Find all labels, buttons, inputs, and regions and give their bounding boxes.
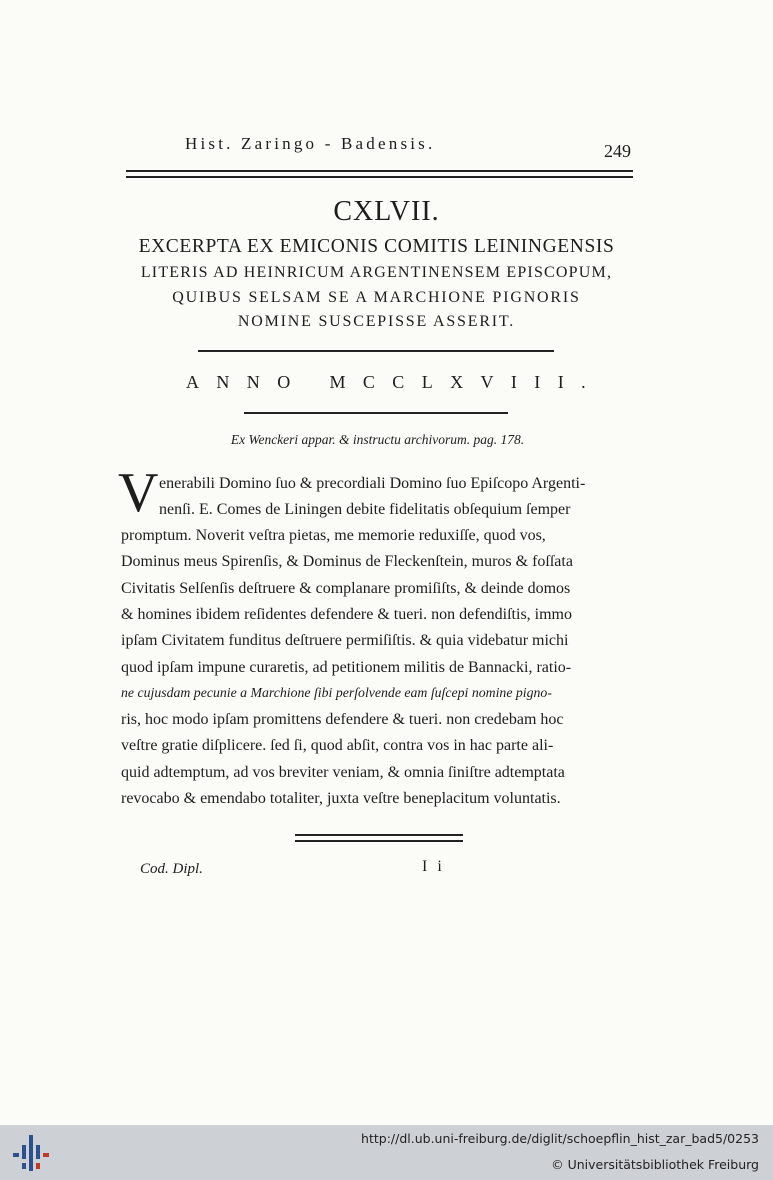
head-rule-top [126, 170, 633, 172]
body-line-12: quid adtemptum, ad vos breviter veniam, & omnia ſiniſtre adtemptata [121, 764, 565, 781]
footer-signature: I i [422, 858, 445, 875]
body-line-5: Civitatis Selſenſis deſtruere & complanare promiſiſts, & deinde domos [121, 580, 571, 597]
heading-line-2: LITERIS AD HEINRICUM ARGENTINENSEM EPISCOPUM, [140, 264, 613, 281]
body-line-3: promptum. Noverit veſtra pietas, me memorie reduxiſſe, quod vos, [121, 527, 546, 544]
copyright-notice: © Universitätsbibliothek Freiburg [551, 1157, 759, 1172]
body-line-4: Dominus meus Spirenſis, & Dominus de Fleckenſtein, muros & foſſata [121, 553, 573, 570]
ub-freiburg-logo-icon [11, 1133, 51, 1173]
closing-rule-top [295, 834, 463, 836]
body-line-11: veſtre gratie diſplicere. ſed ſi, quod abſit, contra vos in hac parte ali- [121, 737, 554, 754]
document-number: CXLVII. [333, 196, 440, 227]
page-number: 249 [604, 141, 631, 161]
heading-line-1: EXCERPTA EX EMICONIS COMITIS LEININGENSIS [138, 236, 615, 257]
body-line-9: ne cujusdam pecunie a Marchione ſibi perſolvende eam ſuſcepi nomine pigno- [121, 685, 552, 700]
body-line-2: nenſi. E. Comes de Liningen debite fidelitatis obſequium ſemper [159, 501, 571, 518]
closing-rule-bottom [295, 840, 463, 842]
head-rule-bottom [126, 176, 633, 178]
heading-line-4: NOMINE SUSCEPISSE ASSERIT. [237, 313, 516, 330]
document-url-link[interactable]: http://dl.ub.uni-freiburg.de/diglit/schoepflin_hist_zar_bad5/0253 [361, 1131, 759, 1146]
running-head: Hist. Zaringo - Badensis. [185, 134, 436, 153]
source-citation: Ex Wenckeri appar. & instructu archivorum. pag. 178. [230, 432, 525, 447]
year-line: ANNO MCCLXVIII. [186, 372, 603, 392]
body-line-10: ris, hoc modo ipſam promittens defendere & tueri. non credebam hoc [121, 711, 564, 728]
heading-line-3: QUIBUS SELSAM SE A MARCHIONE PIGNORIS [172, 289, 581, 306]
body-line-7: ipſam Civitatem funditus deſtruere permiſiſtis. & quia videbatur michi [121, 632, 569, 649]
drop-cap: V [118, 462, 159, 524]
year-rule [244, 412, 508, 414]
body-line-13: revocabo & emendabo totaliter, juxta veſtre beneplacitum voluntatis. [121, 790, 561, 807]
body-line-1: enerabili Domino ſuo & precordiali Domino ſuo Epiſcopo Argenti- [159, 475, 586, 492]
heading-rule [198, 350, 554, 352]
footer-catchword: Cod. Dipl. [140, 861, 203, 877]
body-line-6: & homines ibidem reſidentes defendere & tueri. non defendiſtis, immo [121, 606, 572, 623]
body-line-8: quod ipſam impune curaretis, ad petitionem militis de Bannacki, ratio- [121, 659, 572, 676]
